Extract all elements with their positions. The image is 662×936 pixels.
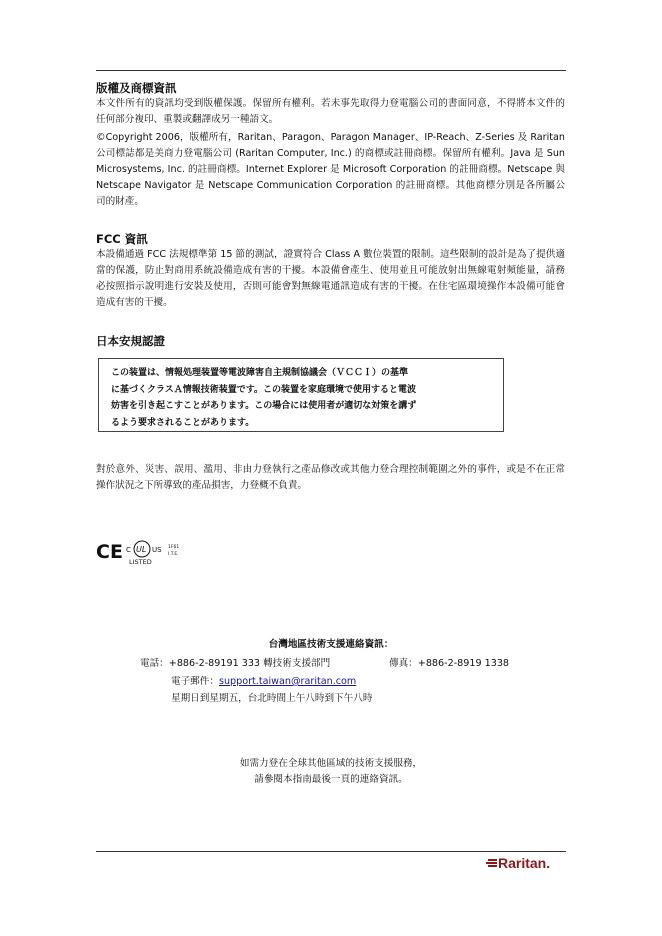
disclaimer-paragraph: 對於意外、災害、誤用、濫用、非由力登執行之產品修改或其他力登合理控制範圍之外的事件，或是不在正常操作狀況之下所導致的產品損害，力登概不負責。	[96, 464, 565, 491]
support-fax: 傳真：+886-2-8919 1338	[389, 658, 510, 669]
svg-text:1F61: 1F61	[168, 545, 180, 550]
support-global-line-2: 請參閱本指南最後一頁的連絡資訊。	[254, 774, 408, 785]
fcc-paragraph: 本設備通過 FCC 法規標準第 15 節的測試，證實符合 Class A 數位裝置的限制。這些限制的設計是為了提供適當的保護，防止對商用系統設備造成有害的干擾。本設備會產生、使用並且可能放射出無線電射頻能量，請務必按照指示說明進行安裝及使用，否則可能會對無線電通訊造成有害的干擾。在住宅區環境操作本設備可能會造成有害的干擾。	[96, 249, 565, 308]
raritan-mark-icon	[486, 859, 497, 867]
copyright-paragraph-1: 本文件所有的資訊均受到版權保護。保留所有權利。若未事先取得力登電腦公司的書面同意，不得將本文件的任何部分複印、重製或翻譯成另一種語文。	[96, 98, 565, 125]
svg-text:CE: CE	[96, 541, 123, 563]
support-email-link[interactable]: support.taiwan@raritan.com	[218, 676, 357, 687]
copyright-paragraph-2: ©Copyright 2006，版權所有，Raritan、Paragon、Paragon Manager、IP-Reach、Z-Series 及 Raritan 公司標誌都是美商力登電腦公司 (Raritan Computer, Inc.) 的商標或註冊商標。保留所有權利。Java 是 Sun Microsystems, Inc. 的註冊商標。Internet Explorer 是 Microsoft Corporation 的註冊商標。Netscape 與 Netscape Navigator 是 Netscape Communication Corporation 的註冊商標。其他商標分別是各所屬公司的財產。	[96, 132, 565, 207]
fcc-heading: FCC 資訊	[96, 232, 148, 246]
vcci-notice-box	[98, 358, 504, 432]
japan-heading: 日本安規認證	[96, 334, 165, 348]
ul-listed-icon	[126, 541, 179, 566]
certification-logos	[96, 540, 256, 566]
support-hours: 星期日到星期五，台北時間上午八時到下午八時	[171, 693, 373, 704]
svg-text:C: C	[126, 546, 131, 554]
ce-mark-icon	[96, 541, 123, 563]
copyright-heading: 版權及商標資訊	[96, 81, 177, 95]
top-rule	[96, 70, 566, 71]
support-phone: 電話：+886-2-89191 333 轉技術支援部門	[140, 658, 331, 669]
support-title: 台灣地區技術支援連絡資訊：	[268, 639, 394, 650]
vcci-line-4: るよう要求されることがあります。	[111, 417, 255, 428]
support-email-label: 電子郵件：	[171, 676, 219, 687]
svg-text:LISTED: LISTED	[129, 558, 152, 566]
vcci-line-3: 妨害を引き起こすことがあります。この場合には使用者が適切な対策を講ず	[111, 401, 417, 411]
support-email-row	[171, 673, 566, 687]
vcci-line-1: この装置は、情報処理装置等電波障害自主規制協議会（ＶＣＣＩ）の基準	[111, 368, 409, 378]
support-global-line-1: 如需力登在全球其他區域的技術支援服務，	[239, 758, 423, 769]
raritan-logo	[486, 851, 566, 877]
raritan-wordmark: Raritan.	[498, 855, 551, 871]
svg-text:UL: UL	[136, 545, 147, 554]
svg-text:US: US	[152, 546, 162, 554]
svg-text:I.T.E.: I.T.E.	[168, 552, 179, 557]
vcci-line-2: に基づくクラスＡ情報技術装置です。この装置を家庭環境で使用すると電波	[111, 384, 417, 395]
